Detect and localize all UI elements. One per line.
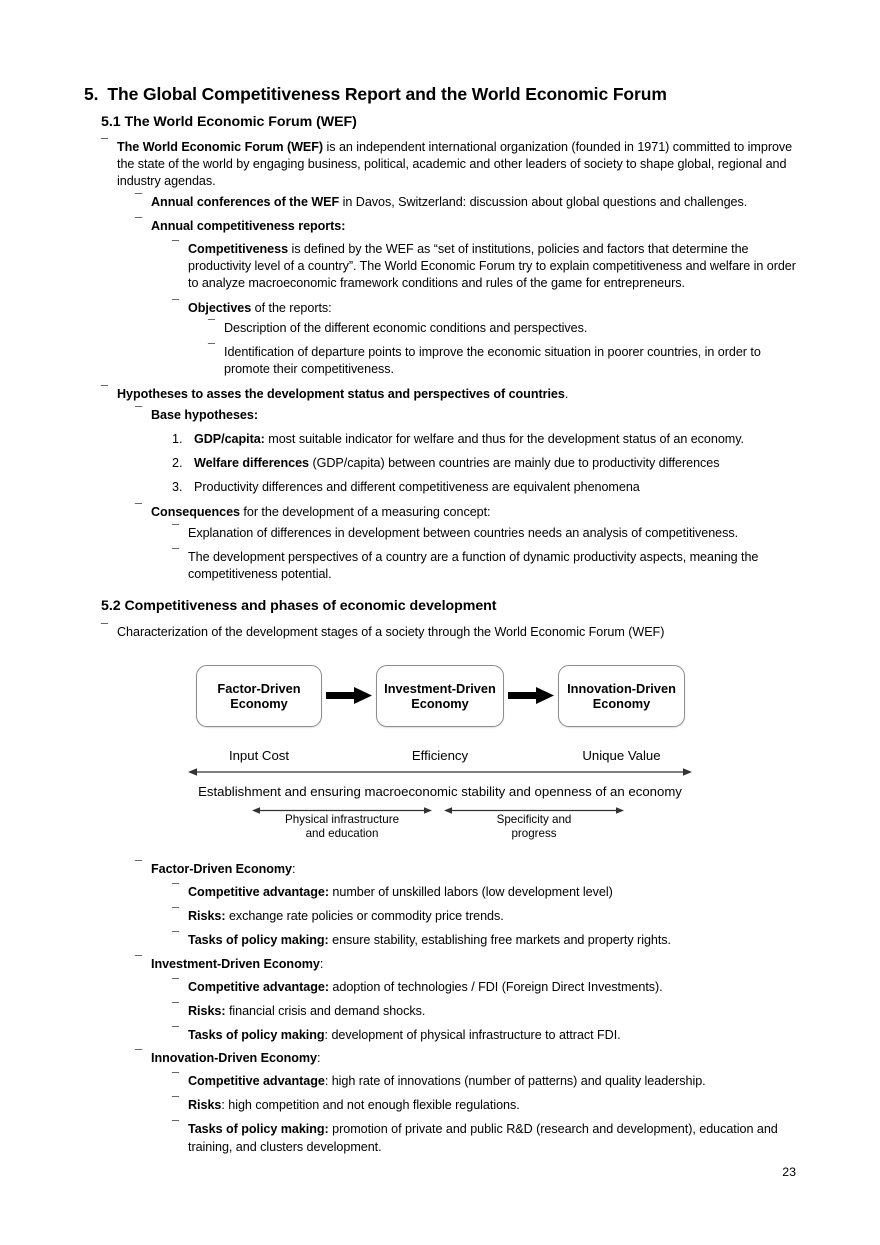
economy-2-point-0-rest: : high rate of innovations (number of patterns) and quality leadership. [324,1074,706,1088]
dash-bullet-icon: ¯ [172,547,179,562]
annual-conferences-rest: in Davos, Switzerland: discussion about global questions and challenges. [339,195,748,209]
consequences-text [135,504,803,521]
diagram-box-0-label [217,681,300,712]
diagram-box-2-line1: Innovation-Driven [567,680,676,696]
competitiveness-text [172,241,802,293]
list-number: 2. [172,456,183,471]
dash-bullet-icon: ¯ [101,384,108,398]
consequence-item-1: The development perspectives of a country are a function of dynamic productivity aspects, meaning the competitiveness potential. [188,550,759,582]
objectives-text [172,300,802,317]
dash-bullet-icon: ¯ [135,405,142,419]
wef-intro-bold: The World Economic Forum (WEF) [117,140,324,154]
list-item [208,344,802,378]
diagram-box-2-label [567,681,676,712]
diagram-box-2-line2: Economy [592,696,651,711]
dash-bullet-icon: ¯ [172,1119,179,1134]
dash-bullet-icon: ¯ [135,216,142,231]
base-hypothesis-1 [172,455,802,472]
page-title [84,84,667,105]
dash-bullet-icon: ¯ [172,297,179,312]
diagram-wide-arrow-icon [188,766,692,778]
diagram-sub-label-0 [252,813,432,840]
list-item [135,1050,803,1067]
economy-2-title-bold: Innovation-Driven Economy [151,1051,317,1065]
competitiveness-block [172,241,802,317]
dash-bullet-icon: ¯ [172,882,179,896]
characterization-block [101,624,801,641]
economy-2-point-1 [172,1097,802,1114]
objective-item-1: Identification of departure points to improve the economic situation in poorer countries, in order to promote their competitiveness. [224,345,761,377]
list-item [135,956,803,973]
dash-bullet-icon: ¯ [172,906,179,921]
economy-2-point-2-rest: promotion of private and public R&D (research and development), education and training, and clusters development. [188,1122,778,1154]
dash-bullet-icon: ¯ [135,192,142,206]
hypotheses-heading-text [101,386,801,403]
dash-bullet-icon: ¯ [172,1001,179,1016]
list-item [135,861,803,878]
economy-2-title-block [135,1050,803,1067]
dash-bullet-icon: ¯ [135,954,142,968]
economy-0-title-block [135,861,803,878]
list-item [101,386,801,403]
list-item [135,407,803,424]
economy-1-points [172,979,802,1045]
base-hypothesis-0 [172,431,802,448]
economy-2-point-1-bold: Risks [188,1098,222,1113]
economy-1-point-2-bold: Tasks of policy making [188,1028,325,1043]
diagram-sub-label-1-line1: Specificity and [496,813,572,826]
base-hypothesis-0-rest: most suitable indicator for welfare and thus for the development status of an economy. [264,432,744,446]
diagram-sub-label-1-line2: progress [511,826,557,840]
page-title-number: 5. [84,84,99,104]
list-item [172,979,802,996]
economy-0-title-bold: Factor-Driven Economy [151,862,293,876]
objective-item-0: Description of the different economic conditions and perspectives. [224,321,588,335]
diagram-box-1-line2: Economy [411,696,469,711]
list-item [172,932,802,949]
diagram-sub-label-0-line2: and education [305,826,379,840]
list-item [172,1073,802,1090]
competitiveness-rest: is defined by the WEF as “set of institutions, policies and factors that determine the productivity level of a country”. The World Economic Forum try to explain competitiveness and welfare in order to analyze macroeconomic framework conditions and rules of the game for entrepreneurs. [188,242,796,291]
dash-bullet-icon: ¯ [172,239,179,253]
list-item [208,320,802,337]
list-item [172,1003,802,1020]
diagram-caption-2: Unique Value [582,748,661,763]
economy-0-points [172,884,802,950]
economy-1-point-0 [172,979,802,996]
base-hypothesis-1-rest: (GDP/capita) between countries are mainly due to productivity differences [309,456,720,471]
list-item [172,1027,802,1044]
section-heading-5-1: 5.1 The World Economic Forum (WEF) [101,114,357,130]
diagram-sub-label-1 [444,813,624,840]
diagram-sub-arrow-1-icon [252,805,432,816]
dash-bullet-icon: ¯ [135,502,142,516]
objective-items-block [208,320,802,379]
base-hypothesis-2-rest: Productivity differences and different competitiveness are equivalent phenomena [194,480,640,495]
dash-bullet-icon: ¯ [172,1095,179,1110]
annual-conferences-bold: Annual conferences of the WEF [151,195,340,209]
economy-1-point-2 [172,1027,802,1044]
diagram-box-0-line2: Economy [230,696,288,711]
objectives-rest: of the reports: [251,300,332,315]
economy-0-point-1-bold: Risks: [188,909,226,924]
diagram-box-investment-driven [376,665,504,727]
dash-bullet-icon: ¯ [101,622,108,636]
annual-reports-bold: Annual competitiveness reports: [151,219,346,234]
diagram-sub-label-0-line1: Physical infrastructure [284,813,400,826]
diagram-box-innovation-driven [558,665,685,727]
dash-bullet-icon: ¯ [135,1048,142,1062]
base-hypothesis-2 [172,479,802,496]
base-hypotheses-list [172,431,802,497]
base-hypothesis-1-bold: Welfare differences [194,456,310,471]
list-item [172,241,802,293]
diagram-caption-1: Efficiency [411,748,469,763]
economy-2-point-2 [172,1121,802,1155]
economy-0-point-1 [172,908,802,925]
economy-2-point-1-rest: : high competition and not enough flexible regulations. [221,1098,520,1113]
economy-1-title-suffix: : [319,957,324,971]
list-item [101,139,801,191]
wef-details-block [135,194,803,235]
dash-bullet-icon: ¯ [135,859,142,873]
page-title-text: The Global Competitiveness Report and the World Economic Forum [107,84,667,104]
dash-bullet-icon: ¯ [208,318,215,332]
dash-bullet-icon: ¯ [208,342,215,357]
economy-0-point-0-rest: number of unskilled labors (low development level) [328,885,613,899]
list-item [172,908,802,925]
consequence-items-block [172,525,802,584]
hypotheses-heading-rest: . [564,387,569,401]
economy-1-title-bold: Investment-Driven Economy [151,957,320,971]
consequences-bold: Consequences [151,505,240,519]
economy-1-point-2-rest: : development of physical infrastructure to attract FDI. [324,1028,621,1043]
list-item [172,479,802,496]
economy-1-title-block [135,956,803,973]
list-item [172,525,802,542]
economy-1-point-0-rest: adoption of technologies / FDI (Foreign Direct Investments). [328,980,663,994]
diagram-arrow-2-icon [508,682,556,710]
diagram-wide-arrow-label: Establishment and ensuring macroeconomic stability and openness of an economy [198,784,682,799]
diagram-box-factor-driven [196,665,322,727]
diagram-sub-arrow-2-icon [444,805,624,816]
competitiveness-bold: Competitiveness [188,242,289,256]
economy-2-title [135,1050,803,1067]
diagram-box-1-line1: Investment-Driven [384,680,496,696]
economy-2-point-0-bold: Competitive advantage [188,1074,325,1088]
list-item [135,218,803,235]
section-heading-5-2: 5.2 Competitiveness and phases of economic development [101,598,497,614]
hypotheses-heading-bold: Hypotheses to asses the development status and perspectives of countries [117,387,565,401]
objectives-bold: Objectives [188,300,252,315]
list-item [101,624,801,641]
economy-0-point-2 [172,932,802,949]
list-item [172,1097,802,1114]
economy-0-point-1-rest: exchange rate policies or commodity price trends. [225,909,504,924]
economy-0-point-2-bold: Tasks of policy making: [188,933,329,948]
list-item [172,549,802,583]
economy-2-point-2-bold: Tasks of policy making: [188,1122,329,1137]
hypotheses-block [101,386,801,403]
annual-reports-label [135,218,803,235]
economy-0-title [135,861,803,878]
economy-2-points [172,1073,802,1156]
economy-0-point-0-bold: Competitive advantage: [188,885,329,899]
base-hypotheses-bold: Base hypotheses: [151,408,258,422]
list-number: 1. [172,432,183,446]
dash-bullet-icon: ¯ [172,523,179,537]
consequences-rest: for the development of a measuring concept: [239,505,491,519]
list-item [172,431,802,448]
list-item [135,194,803,211]
dash-bullet-icon: ¯ [172,1071,179,1085]
wef-intro-rest: is an independent international organization (founded in 1971) committed to improve the state of the world by engaging business, political, academic and other leaders of society to shape global, regional and industry agendas. [117,140,793,189]
list-item [172,455,802,472]
economy-1-title [135,956,803,973]
economy-0-title-suffix: : [292,862,296,876]
consequences-block [135,504,803,521]
economy-0-point-2-rest: ensure stability, establishing free markets and property rights. [328,933,671,948]
diagram-box-1-label [384,681,496,712]
economy-1-point-0-bold: Competitive advantage: [188,980,329,994]
annual-conferences-text [135,194,803,211]
base-hypotheses-label-block [135,407,803,424]
economy-1-point-1-bold: Risks: [188,1004,226,1019]
economy-0-point-0 [172,884,802,901]
list-item [172,297,802,317]
page-number: 23 [782,1165,796,1179]
economy-2-title-suffix: : [317,1051,321,1065]
diagram-caption-0: Input Cost [228,748,290,763]
list-item [135,504,803,521]
wef-intro-text [101,139,801,191]
economy-1-point-1-rest: financial crisis and demand shocks. [225,1004,426,1019]
economy-1-point-1 [172,1003,802,1020]
diagram-arrow-1-icon [326,682,374,710]
dash-bullet-icon: ¯ [172,930,179,945]
diagram-box-0-line1: Factor-Driven [217,680,301,696]
dash-bullet-icon: ¯ [172,977,179,991]
base-hypotheses-label [135,407,803,424]
base-hypothesis-0-bold: GDP/capita: [194,432,265,446]
dash-bullet-icon: ¯ [172,1025,179,1040]
list-number: 3. [172,480,183,495]
consequence-item-0: Explanation of differences in development between countries needs an analysis of competitiveness. [188,526,739,540]
economy-2-point-0 [172,1073,802,1090]
list-item [172,884,802,901]
wef-intro-block [101,139,801,191]
list-item [172,1121,802,1155]
dash-bullet-icon: ¯ [101,137,108,151]
characterization-text: Characterization of the development stages of a society through the World Economic Forum (WEF) [117,625,665,639]
